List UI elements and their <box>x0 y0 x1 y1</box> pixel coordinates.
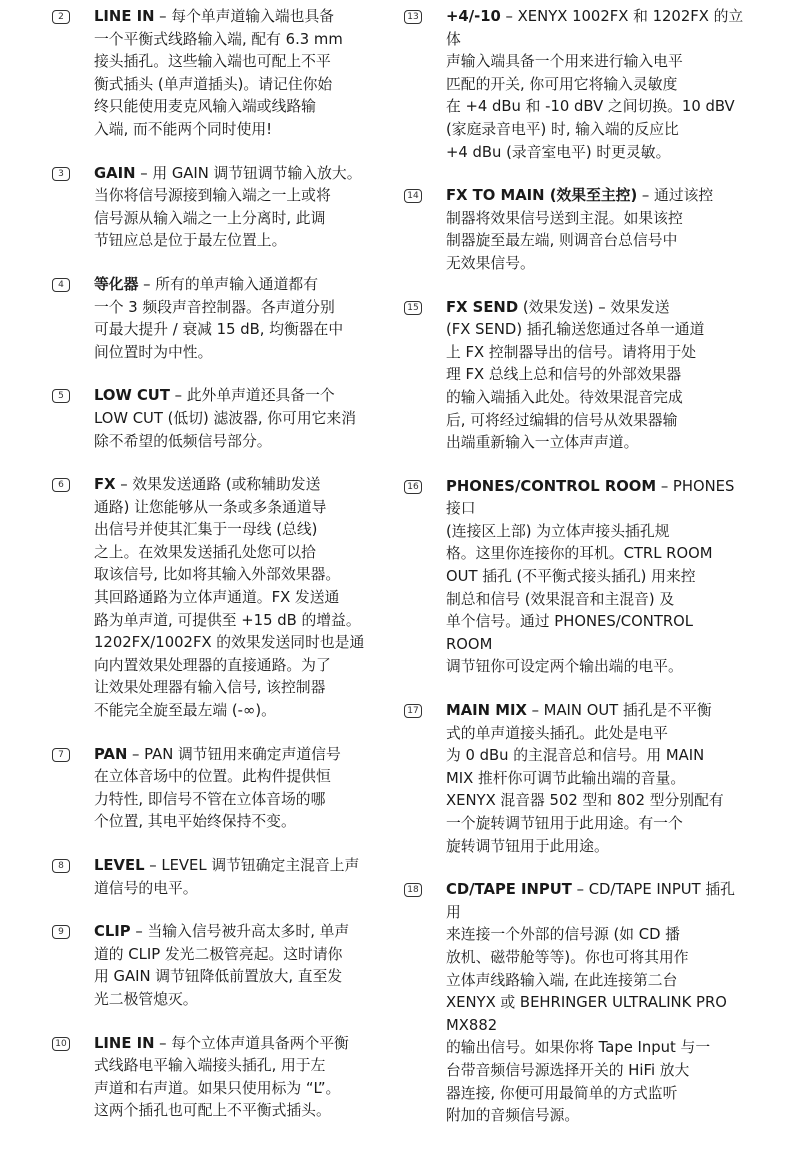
item-text <box>94 274 388 364</box>
item-separator: – <box>656 477 673 495</box>
item-title: CLIP <box>94 923 131 941</box>
item-text <box>94 921 388 1011</box>
list-item <box>52 274 388 364</box>
right-column <box>404 6 744 1149</box>
item-title: CD/TAPE INPUT <box>446 881 572 899</box>
list-item <box>404 297 744 455</box>
item-number-badge: 3 <box>52 167 70 181</box>
item-text <box>446 700 744 858</box>
item-text <box>446 879 744 1128</box>
list-item <box>52 1033 388 1123</box>
item-number-badge: 4 <box>52 278 70 292</box>
item-separator: – <box>138 275 156 293</box>
item-title: 等化器 <box>94 275 139 293</box>
item-separator: – <box>135 164 153 182</box>
item-body: 效果发送 (FX SEND) 插孔输送您通过各单一通道 上 FX 控制器导出的信号。请将用于处 理 FX 总线上总和信号的外部效果器 的输入端插入此处。待效果混音完成 后, 可将经过编辑的信号从效果器输 出端重新输入一立体声声道。 <box>446 298 705 452</box>
item-text <box>446 297 744 455</box>
item-title: PAN <box>94 745 128 763</box>
item-number-badge: 8 <box>52 859 70 873</box>
list-item <box>404 6 744 164</box>
item-text <box>94 855 388 900</box>
item-number-badge: 15 <box>404 301 422 315</box>
item-title: LINE IN <box>94 8 155 25</box>
list-item <box>52 163 388 253</box>
item-body: LEVEL 调节钮确定主混音上声 道信号的电平。 <box>94 857 360 897</box>
item-number-badge: 9 <box>52 925 70 939</box>
item-body: 用 GAIN 调节钮调节输入放大。 当你将信号源接到输入端之一上或将 信号源从输入端之一上分离时, 此调 节钮应总是位于最左位置上。 <box>94 164 362 250</box>
item-text <box>94 6 388 142</box>
item-body: 所有的单声输入通道都有 一个 3 频段声音控制器。各声道分别 可最大提升 / 衰减 15 dB, 均衡器在中 间位置时为中性。 <box>94 275 344 361</box>
item-body: MAIN OUT 插孔是不平衡 式的单声道接头插孔。此处是电平 为 0 dBu 的主混音总和信号。用 MAIN MIX 推杆你可调节此输出端的音量。 XENYX 混音器 502 型和 802 型分别配有 一个旋转调节钮用于此用途。有一个 旋转调节钮用于此用途。 <box>446 702 724 855</box>
item-body: 此外单声道还具备一个 LOW CUT (低切) 滤波器, 你可用它来消 除不希望的低频信号部分。 <box>94 387 357 450</box>
item-number-badge: 13 <box>404 10 422 24</box>
item-number-badge: 10 <box>52 1037 70 1051</box>
item-separator: – <box>127 745 145 763</box>
item-separator: – <box>169 387 187 405</box>
item-title: FX <box>94 476 116 494</box>
list-item <box>404 185 744 275</box>
item-number-badge: 6 <box>52 478 70 492</box>
item-text <box>94 744 388 834</box>
item-text <box>446 185 744 275</box>
item-title: +4/-10 <box>446 8 501 25</box>
item-text <box>94 163 388 253</box>
item-number-badge: 5 <box>52 389 70 403</box>
item-separator: – <box>154 1034 172 1052</box>
item-text <box>446 6 744 164</box>
item-number-badge: 14 <box>404 189 422 203</box>
item-number-badge: 18 <box>404 883 422 897</box>
list-item <box>52 855 388 900</box>
item-text <box>94 474 388 723</box>
item-body: 当输入信号被升高太多时, 单声 道的 CLIP 发光二极管亮起。这时请你 用 GAIN 调节钮降低前置放大, 直至发 光二极管熄灭。 <box>94 923 350 1008</box>
list-item <box>404 700 744 858</box>
item-text <box>94 1033 388 1123</box>
item-title: MAIN MIX <box>446 702 527 720</box>
item-title: LOW CUT <box>94 387 170 405</box>
item-title: FX TO MAIN (效果至主控) <box>446 187 638 205</box>
item-separator: – <box>571 881 589 899</box>
item-title: LINE IN <box>94 1034 155 1052</box>
item-separator: – <box>154 8 172 25</box>
item-body: 效果发送通路 (或称辅助发送 通路) 让您能够从一条或多条通道导 出信号并使其汇集于一母线 (总线) 之上。在效果发送插孔处您可以拾 取该信号, 比如将其输入外部效果器。 其回路通路为立体声通道。FX 发送通 路为单声道, 可提供至 +15 dB 的增益。 1202FX/1002FX 的效果发送同时也是通 向内置效果处理器的直接通路。为了 让效果处理器有输入信号, 该控制器 不能完全旋至最左端 (-∞)。 <box>94 476 365 720</box>
item-number-badge: 7 <box>52 748 70 762</box>
item-separator: (效果发送) – <box>518 298 611 316</box>
list-item <box>52 6 388 142</box>
left-column <box>52 6 388 1144</box>
item-body: PHONES 接口 (连接区上部) 为立体声接头插孔规 格。这里你连接你的耳机。CTRL ROOM OUT 插孔 (不平衡式接头插孔) 用来控 制总和信号 (效果混音和主混音) 及 单个信号。通过 PHONES/CONTROL ROOM 调节钮你可设定两个输出端的电平。 <box>446 477 735 676</box>
item-separator: – <box>526 702 544 720</box>
item-body: PAN 调节钮用来确定声道信号 在立体音场中的位置。此构件提供恒 力特性, 即信号不管在立体音场的哪 个位置, 其电平始终保持不变。 <box>94 745 341 831</box>
item-body: XENYX 1002FX 和 1202FX 的立体 声输入端具备一个用来进行输入电平 匹配的开关, 你可用它将输入灵敏度 在 +4 dBu 和 -10 dBV 之间切换。10 dBV (家庭录音电平) 时, 输入端的反应比 +4 dBu (录音室电平) 时更灵敏。 <box>446 8 744 161</box>
list-item <box>52 921 388 1011</box>
list-item <box>52 474 388 723</box>
item-body: 每个立体声道具备两个平衡 式线路电平输入端接头插孔, 用于左 声道和右声道。如果只使用标为 “L”。 这两个插孔也可配上不平衡式插头。 <box>94 1034 349 1120</box>
item-title: LEVEL <box>94 857 145 874</box>
item-number-badge: 16 <box>404 480 422 494</box>
item-separator: – <box>500 8 518 25</box>
item-title: GAIN <box>94 164 136 182</box>
list-item <box>404 476 744 679</box>
item-body: CD/TAPE INPUT 插孔用 来连接一个外部的信号源 (如 CD 播 放机、磁带舱等等)。你也可将其用作 立体声线路输入端, 在此连接第二台 XENYX 或 BEHRINGER ULTRALINK PRO MX882 的输出信号。如果你将 Tape Input 与一 台带音频信号源选择开关的 HiFi 放大 器连接, 你便可用最简单的方式监听 附加的音频信号源。 <box>446 881 735 1125</box>
item-title: FX SEND <box>446 298 519 316</box>
item-separator: – <box>130 923 148 941</box>
list-item <box>52 385 388 453</box>
item-body: 通过该控 制器将效果信号送到主混。如果该控 制器旋至最左端, 则调音台总信号中 无效果信号。 <box>446 187 714 272</box>
item-separator: – <box>637 187 655 205</box>
item-text <box>94 385 388 453</box>
item-number-badge: 17 <box>404 704 422 718</box>
item-number-badge: 2 <box>52 10 70 24</box>
item-separator: – <box>115 476 133 494</box>
item-body: 每个单声道输入端也具备 一个平衡式线路输入端, 配有 6.3 mm 接头插孔。这些输入端也可配上不平 衡式插头 (单声道插头)。请记住你始 终只能使用麦克风输入端或线路输 入端, 而不能两个同时使用! <box>94 8 343 138</box>
list-item <box>404 879 744 1128</box>
item-text <box>446 476 744 679</box>
list-item <box>52 744 388 834</box>
item-title: PHONES/CONTROL ROOM <box>446 477 657 495</box>
item-separator: – <box>144 857 162 874</box>
